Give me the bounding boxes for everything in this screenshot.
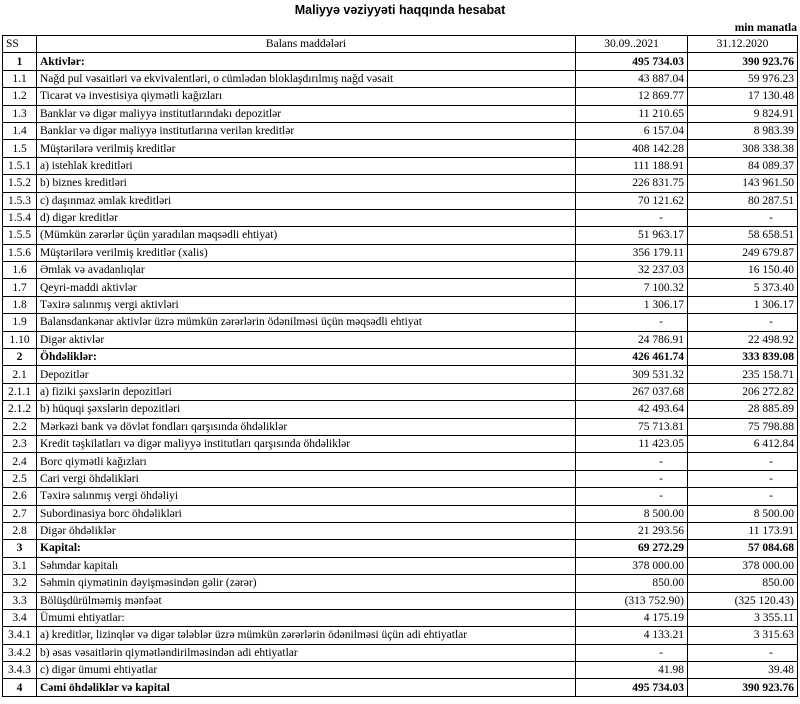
row-item-label: Təxirə salınmış vergi aktivləri: [37, 296, 576, 313]
row-value-2020: 308 338.38: [688, 140, 798, 157]
row-value-2020: 17 130.48: [688, 88, 798, 105]
row-item-label: b) əsas vəsaitlərin qiymətləndirilməsindən adi ehtiyatlar: [37, 644, 576, 661]
row-number: 3.1: [3, 557, 37, 574]
row-value-2021: -: [576, 644, 688, 661]
row-item-label: a) kreditlər, lizinqlər və digər tələblər üzrə mümkün zərərlərin ödənilməsi üçün adi ehtiyatlar: [37, 627, 576, 644]
row-value-2021: 12 869.77: [576, 88, 688, 105]
row-value-2020: 75 798.88: [688, 418, 798, 435]
table-row: [3, 366, 798, 383]
table-row: [3, 488, 798, 505]
table-row: [3, 453, 798, 470]
row-value-2021: 75 713.81: [576, 418, 688, 435]
balance-table-body: [3, 53, 798, 696]
unit-note: min manatla: [734, 22, 797, 34]
row-value-2020: (325 120.43): [688, 592, 798, 609]
row-number: 1.8: [3, 296, 37, 313]
row-value-2021: 6 157.04: [576, 122, 688, 139]
row-value-2021: -: [576, 314, 688, 331]
row-value-2020: 16 150.40: [688, 262, 798, 279]
row-value-2020: 378 000.00: [688, 557, 798, 574]
row-value-2021: 111 188.91: [576, 157, 688, 174]
row-number: 3.2: [3, 575, 37, 592]
table-row: [3, 314, 798, 331]
row-value-2021: 309 531.32: [576, 366, 688, 383]
header-balance-items: Balans maddələri: [37, 36, 576, 53]
row-value-2021: 11 423.05: [576, 435, 688, 452]
table-row: [3, 470, 798, 487]
table-row: [3, 88, 798, 105]
table-row: [3, 140, 798, 157]
row-item-label: b) biznes kreditləri: [37, 175, 576, 192]
table-row: [3, 522, 798, 539]
row-item-label: Cari vergi öhdəlikləri: [37, 470, 576, 487]
row-number: 1.5.1: [3, 157, 37, 174]
row-number: 3.4.3: [3, 662, 37, 679]
table-row: [3, 209, 798, 226]
row-item-label: Borc qiymətli kağızları: [37, 453, 576, 470]
table-row: [3, 505, 798, 522]
row-number: 1.3: [3, 105, 37, 122]
row-value-2020: -: [688, 644, 798, 661]
row-number: 2.1.2: [3, 401, 37, 418]
row-value-2020: 6 412.84: [688, 435, 798, 452]
table-row: [3, 383, 798, 400]
table-row: [3, 435, 798, 452]
table-row: [3, 418, 798, 435]
row-value-2020: 58 658.51: [688, 227, 798, 244]
row-value-2020: 22 498.92: [688, 331, 798, 348]
row-value-2020: 28 885.89: [688, 401, 798, 418]
row-value-2021: 495 734.03: [576, 53, 688, 70]
row-value-2020: 57 084.68: [688, 540, 798, 557]
row-value-2021: 43 887.04: [576, 70, 688, 87]
row-value-2020: 249 679.87: [688, 244, 798, 261]
row-value-2020: 8 500.00: [688, 505, 798, 522]
row-value-2020: -: [688, 470, 798, 487]
row-number: 1.9: [3, 314, 37, 331]
row-item-label: a) fiziki şəxslərin depozitləri: [37, 383, 576, 400]
table-row: [3, 279, 798, 296]
header-ss: SS: [3, 36, 37, 53]
row-item-label: Subordinasiya borc öhdəlikləri: [37, 505, 576, 522]
row-number: 2.1.1: [3, 383, 37, 400]
row-value-2020: 235 158.71: [688, 366, 798, 383]
table-row: [3, 53, 798, 70]
row-number: 2.7: [3, 505, 37, 522]
row-value-2020: 9 824.91: [688, 105, 798, 122]
row-number: 3.3: [3, 592, 37, 609]
row-value-2020: 390 923.76: [688, 679, 798, 696]
row-value-2021: 408 142.28: [576, 140, 688, 157]
row-item-label: Cəmi öhdəliklər və kapital: [37, 679, 576, 696]
row-value-2020: 206 272.82: [688, 383, 798, 400]
row-value-2020: 84 089.37: [688, 157, 798, 174]
row-value-2021: 378 000.00: [576, 557, 688, 574]
table-row: [3, 227, 798, 244]
row-number: 1.6: [3, 262, 37, 279]
row-value-2021: 8 500.00: [576, 505, 688, 522]
row-number: 2.2: [3, 418, 37, 435]
row-item-label: c) digər ümumi ehtiyatlar: [37, 662, 576, 679]
row-number: 3.4.1: [3, 627, 37, 644]
row-number: 2: [3, 349, 37, 366]
row-value-2021: 850.00: [576, 575, 688, 592]
row-item-label: Aktivlər:: [37, 53, 576, 70]
row-item-label: Digər aktivlər: [37, 331, 576, 348]
row-item-label: Kapital:: [37, 540, 576, 557]
row-item-label: Kredit təşkilatları və digər maliyyə institutları qarşısında öhdəliklər: [37, 435, 576, 452]
row-item-label: Öhdəliklər:: [37, 349, 576, 366]
row-value-2020: 80 287.51: [688, 192, 798, 209]
row-item-label: b) hüquqi şəxslərin depozitləri: [37, 401, 576, 418]
row-value-2020: 143 961.50: [688, 175, 798, 192]
row-item-label: d) digər kreditlər: [37, 209, 576, 226]
table-row: [3, 157, 798, 174]
row-number: 1.10: [3, 331, 37, 348]
row-value-2021: -: [576, 470, 688, 487]
row-value-2021: 226 831.75: [576, 175, 688, 192]
table-row: [3, 192, 798, 209]
row-item-label: Səhmdar kapitalı: [37, 557, 576, 574]
row-value-2021: 41.98: [576, 662, 688, 679]
row-number: 1.5.4: [3, 209, 37, 226]
table-row: [3, 592, 798, 609]
row-number: 3: [3, 540, 37, 557]
table-row: [3, 609, 798, 626]
row-value-2020: 333 839.08: [688, 349, 798, 366]
row-item-label: Depozitlər: [37, 366, 576, 383]
row-number: 1.5.2: [3, 175, 37, 192]
row-value-2021: 42 493.64: [576, 401, 688, 418]
row-item-label: Qeyri-maddi aktivlər: [37, 279, 576, 296]
table-row: [3, 401, 798, 418]
row-value-2020: 8 983.39: [688, 122, 798, 139]
row-value-2020: -: [688, 488, 798, 505]
row-value-2020: -: [688, 209, 798, 226]
row-item-label: Ticarət və investisiya qiymətli kağızları: [37, 88, 576, 105]
row-value-2020: -: [688, 453, 798, 470]
table-row: [3, 679, 798, 696]
table-row: [3, 644, 798, 661]
row-value-2020: 5 373.40: [688, 279, 798, 296]
row-value-2021: 4 175.19: [576, 609, 688, 626]
row-number: 2.3: [3, 435, 37, 452]
row-number: 1.1: [3, 70, 37, 87]
table-header-row: [3, 36, 798, 53]
row-item-label: Balansdankənar aktivlər üzrə mümkün zərərlərin ödənilməsi üçün məqsədli ehtiyat: [37, 314, 576, 331]
row-value-2020: 59 976.23: [688, 70, 798, 87]
row-number: 1: [3, 53, 37, 70]
table-row: [3, 175, 798, 192]
row-item-label: (Mümkün zərərlər üçün yaradılan məqsədli ehtiyat): [37, 227, 576, 244]
balance-sheet-table: [2, 35, 798, 697]
row-item-label: Ümumi ehtiyatlar:: [37, 609, 576, 626]
table-row: [3, 122, 798, 139]
row-value-2020: 3 355.11: [688, 609, 798, 626]
table-row: [3, 70, 798, 87]
row-value-2021: 4 133.21: [576, 627, 688, 644]
row-number: 1.7: [3, 279, 37, 296]
row-value-2021: 495 734.03: [576, 679, 688, 696]
table-row: [3, 105, 798, 122]
row-number: 4: [3, 679, 37, 696]
row-item-label: Nağd pul vəsaitləri və ekvivalentləri, o cümlədən bloklaşdırılmış nağd vəsait: [37, 70, 576, 87]
row-value-2021: 11 210.65: [576, 105, 688, 122]
table-row: [3, 244, 798, 261]
row-value-2021: 1 306.17: [576, 296, 688, 313]
row-item-label: Digər öhdəliklər: [37, 522, 576, 539]
table-row: [3, 662, 798, 679]
row-item-label: Bölüşdürülməmiş mənfəət: [37, 592, 576, 609]
row-number: 3.4: [3, 609, 37, 626]
row-number: 2.4: [3, 453, 37, 470]
row-value-2020: 390 923.76: [688, 53, 798, 70]
table-row: [3, 575, 798, 592]
row-value-2021: 32 237.03: [576, 262, 688, 279]
row-value-2021: 21 293.56: [576, 522, 688, 539]
row-value-2021: (313 752.90): [576, 592, 688, 609]
row-item-label: Müştərilərə verilmiş kreditlər (xalis): [37, 244, 576, 261]
row-number: 1.5.3: [3, 192, 37, 209]
table-row: [3, 557, 798, 574]
table-row: [3, 262, 798, 279]
row-number: 2.5: [3, 470, 37, 487]
row-value-2020: -: [688, 314, 798, 331]
row-item-label: Səhmin qiymətinin dəyişməsindən gəlir (zərər): [37, 575, 576, 592]
row-value-2020: 1 306.17: [688, 296, 798, 313]
row-item-label: Banklar və digər maliyyə institutlarına verilən kreditlər: [37, 122, 576, 139]
row-number: 2.1: [3, 366, 37, 383]
row-value-2021: 69 272.29: [576, 540, 688, 557]
page-title: Maliyyə vəziyyəti haqqında hesabat: [294, 3, 506, 17]
row-number: 1.2: [3, 88, 37, 105]
row-number: 2.6: [3, 488, 37, 505]
row-item-label: a) istehlak kreditləri: [37, 157, 576, 174]
row-value-2021: 51 963.17: [576, 227, 688, 244]
row-item-label: c) daşınmaz əmlak kreditləri: [37, 192, 576, 209]
row-number: 1.5.5: [3, 227, 37, 244]
row-value-2021: 267 037.68: [576, 383, 688, 400]
row-value-2021: 70 121.62: [576, 192, 688, 209]
row-item-label: Əmlak və avadanlıqlar: [37, 262, 576, 279]
table-row: [3, 331, 798, 348]
row-item-label: Müştərilərə verilmiş kreditlər: [37, 140, 576, 157]
row-value-2021: -: [576, 453, 688, 470]
row-number: 2.8: [3, 522, 37, 539]
table-row: [3, 540, 798, 557]
row-number: 1.4: [3, 122, 37, 139]
table-row: [3, 627, 798, 644]
header-date-2021: 30.09..2021: [576, 36, 688, 53]
row-value-2020: 39.48: [688, 662, 798, 679]
row-item-label: Mərkəzi bank və dövlət fondları qarşısında öhdəliklər: [37, 418, 576, 435]
table-row: [3, 296, 798, 313]
row-number: 1.5.6: [3, 244, 37, 261]
row-value-2021: 24 786.91: [576, 331, 688, 348]
table-row: [3, 349, 798, 366]
row-item-label: Banklar və digər maliyyə institutlarındakı depozitlər: [37, 105, 576, 122]
row-item-label: Təxirə salınmış vergi öhdəliyi: [37, 488, 576, 505]
row-value-2021: 426 461.74: [576, 349, 688, 366]
row-value-2020: 850.00: [688, 575, 798, 592]
row-value-2020: 11 173.91: [688, 522, 798, 539]
row-value-2021: 356 179.11: [576, 244, 688, 261]
header-date-2020: 31.12.2020: [688, 36, 798, 53]
row-value-2021: 7 100.32: [576, 279, 688, 296]
row-value-2021: -: [576, 209, 688, 226]
row-value-2020: 3 315.63: [688, 627, 798, 644]
row-number: 1.5: [3, 140, 37, 157]
row-value-2021: -: [576, 488, 688, 505]
row-number: 3.4.2: [3, 644, 37, 661]
